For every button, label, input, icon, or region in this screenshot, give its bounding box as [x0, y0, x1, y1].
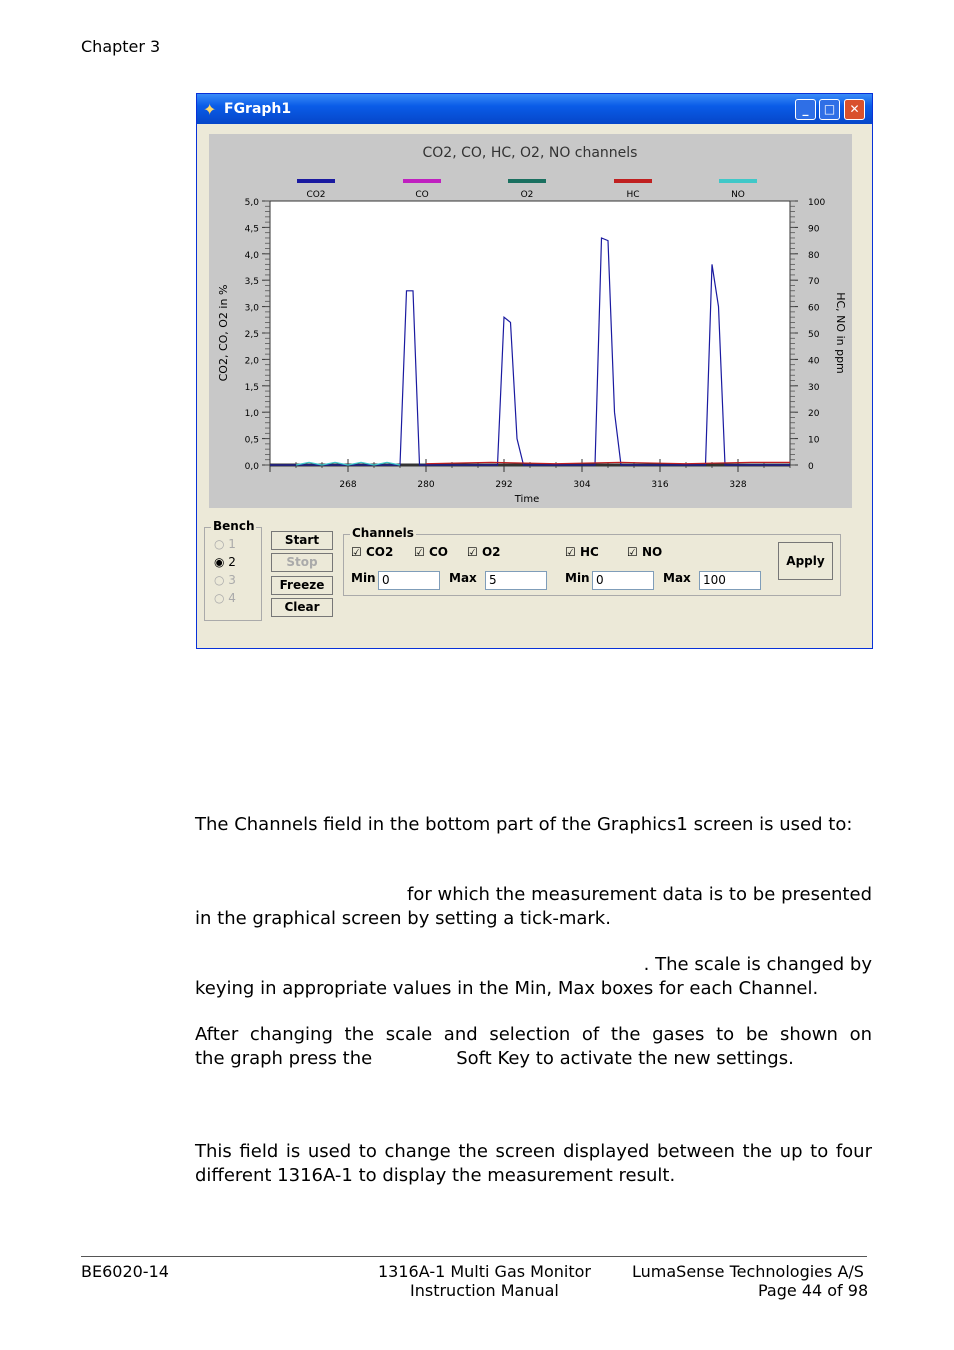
footer-product: 1316A-1 Multi Gas Monitor [378, 1262, 591, 1281]
paragraph-scale-2: keying in appropriate values in the Min, Max boxes for each Channel. [195, 978, 819, 999]
footer-doc-id: BE6020-14 [81, 1262, 169, 1281]
y-left-tick-label: 0,5 [244, 435, 259, 446]
y-right-tick-label: 40 [808, 356, 820, 367]
y-axis-left-label: CO2, CO, O2 in % [217, 284, 230, 382]
right-max-input[interactable]: 100 [699, 571, 761, 590]
legend-label-no: NO [731, 190, 745, 200]
legend-label-hc: HC [626, 190, 640, 200]
y-left-tick-label: 3,5 [244, 277, 259, 288]
channels-label: Channels [352, 526, 414, 540]
y-right-tick-label: 50 [808, 330, 820, 340]
x-tick-label: 280 [417, 480, 435, 490]
checkbox-co[interactable]: ☑ CO [414, 545, 448, 559]
paragraph-apply-2: the graph press the Soft Key to activate the new settings. [195, 1048, 794, 1069]
bench-radio-4[interactable]: ○ 4 [214, 591, 236, 605]
legend-swatch-no [719, 179, 757, 183]
title-bar[interactable] [197, 94, 872, 124]
close-button[interactable]: ✕ [844, 99, 865, 120]
y-right-tick-label: 30 [808, 382, 820, 393]
paragraph-scale-1: . The scale is changed by [643, 954, 872, 975]
y-right-tick-label: 90 [808, 224, 820, 235]
y-left-tick-label: 0,0 [244, 462, 259, 472]
legend-swatch-co2 [297, 179, 335, 183]
left-min-label: Min [351, 571, 376, 585]
y-left-tick-label: 3,0 [244, 303, 259, 314]
footer-manual: Instruction Manual [410, 1281, 559, 1300]
clear-button[interactable]: Clear [271, 598, 333, 617]
legend-swatch-o2 [508, 179, 546, 183]
legend-swatch-hc [614, 179, 652, 183]
y-left-tick-label: 4,0 [244, 250, 259, 261]
y-right-tick-label: 0 [808, 462, 814, 472]
checkbox-co2[interactable]: ☑ CO2 [351, 545, 394, 559]
legend-label-co2: CO2 [306, 190, 326, 200]
chart [209, 134, 852, 508]
start-button[interactable]: Start [271, 531, 333, 550]
bench-radio-1[interactable]: ○ 1 [214, 537, 236, 551]
checkbox-o2[interactable]: ☑ O2 [467, 545, 501, 559]
left-min-input[interactable]: 0 [378, 571, 440, 590]
app-icon: ✦ [203, 100, 217, 119]
footer-rule [81, 1256, 867, 1257]
x-tick-label: 304 [573, 480, 591, 490]
plot-area [270, 201, 790, 465]
y-left-tick-label: 2,0 [244, 356, 259, 367]
right-max-label: Max [663, 571, 691, 585]
paragraph-select-channels: for which the measurement data is to be presented in the graphical screen by setting a tick-mark. [195, 884, 872, 929]
x-tick-label: 268 [339, 480, 357, 490]
y-right-tick-label: 70 [808, 277, 820, 288]
checkbox-no[interactable]: ☑ NO [627, 545, 663, 559]
apply-button[interactable]: Apply [778, 542, 833, 580]
y-left-tick-label: 1,0 [244, 409, 259, 420]
legend-label-o2: O2 [520, 190, 534, 200]
maximize-button[interactable]: □ [819, 99, 840, 120]
x-tick-label: 316 [651, 480, 669, 490]
y-right-tick-label: 20 [808, 409, 820, 420]
plot-panel [209, 134, 852, 508]
y-axis-right-label: HC, NO in ppm [834, 292, 847, 374]
paragraph-bench: This field is used to change the screen displayed between the up to four different 1316A-1 to display the measurement result. [195, 1141, 872, 1186]
bench-radio-2[interactable]: ◉ 2 [214, 555, 236, 569]
y-right-tick-label: 10 [808, 435, 820, 446]
y-right-tick-label: 80 [808, 250, 820, 261]
paragraph-channels-intro: The Channels field in the bottom part of the Graphics1 screen is used to: [195, 814, 853, 835]
y-left-tick-label: 5,0 [244, 198, 259, 208]
y-left-tick-label: 2,5 [244, 330, 259, 340]
bench-radio-3[interactable]: ○ 3 [214, 573, 236, 587]
footer-company: LumaSense Technologies A/S [632, 1262, 864, 1281]
minimize-button[interactable]: _ [795, 99, 816, 120]
stop-button[interactable]: Stop [271, 553, 333, 572]
legend-swatch-co [403, 179, 441, 183]
left-max-input[interactable]: 5 [485, 571, 547, 590]
x-tick-label: 328 [729, 480, 747, 490]
y-right-tick-label: 60 [808, 303, 820, 314]
checkbox-hc[interactable]: ☑ HC [565, 545, 599, 559]
right-min-label: Min [565, 571, 590, 585]
chapter-header: Chapter 3 [81, 37, 161, 56]
x-tick-label: 292 [495, 480, 513, 490]
y-left-tick-label: 4,5 [244, 224, 259, 235]
freeze-button[interactable]: Freeze [271, 576, 333, 595]
paragraph-apply-1: After changing the scale and selection of the gases to be shown on [195, 1024, 872, 1045]
x-axis-label: Time [514, 494, 540, 505]
window-title: FGraph1 [224, 101, 292, 117]
fgraph-window [196, 93, 873, 649]
right-min-input[interactable]: 0 [592, 571, 654, 590]
chart-title: CO2, CO, HC, O2, NO channels [422, 145, 638, 161]
y-left-tick-label: 1,5 [244, 382, 259, 393]
legend-label-co: CO [415, 190, 429, 200]
left-max-label: Max [449, 571, 477, 585]
footer-page: Page 44 of 98 [758, 1281, 869, 1300]
y-right-tick-label: 100 [808, 198, 826, 208]
bench-label: Bench [213, 519, 255, 533]
